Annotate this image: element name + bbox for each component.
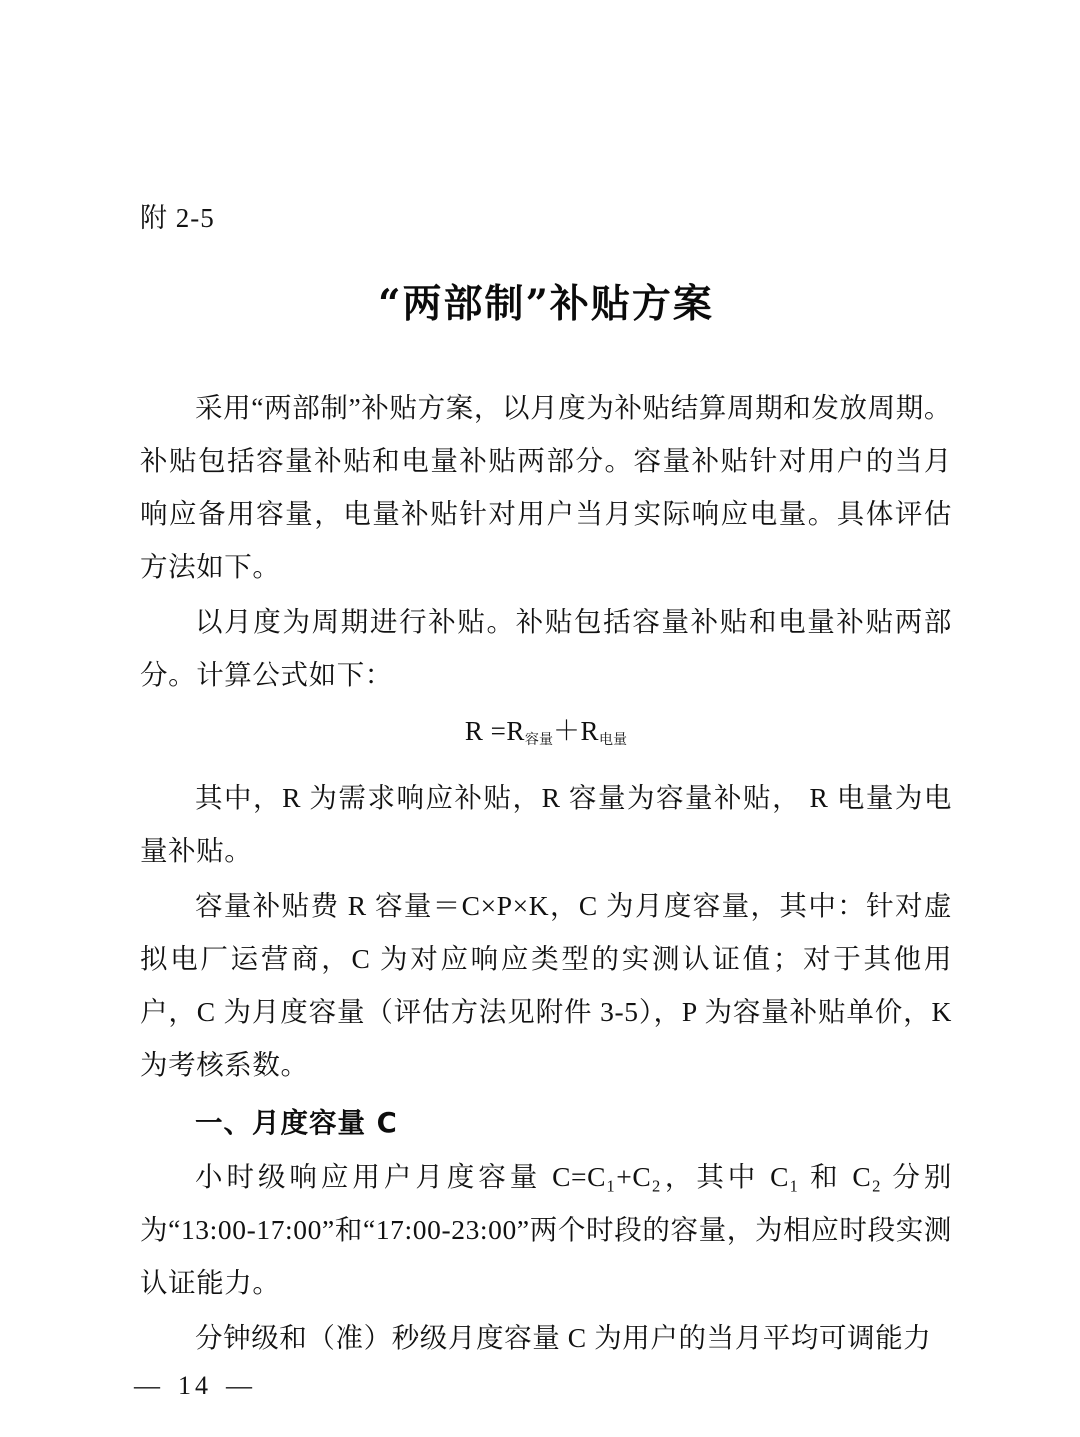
formula-rhs-subscript: 电量 xyxy=(599,731,628,748)
section-heading-monthly-capacity: 一、月度容量 C xyxy=(195,1106,398,1139)
paragraph-2: 以月度为周期进行补贴。补贴包括容量补贴和电量补贴两部分。计算公式如下： xyxy=(140,606,952,690)
paragraph-4: 容量补贴费 R 容量＝C×P×K，C 为月度容量，其中：针对虚拟电厂运营商，C 为对应响应类型的实测认证值；对于其他用户，C 为月度容量（评估方法见附件 3-5），P 为容量补贴单价，K 为考核系数。 xyxy=(140,889,952,1080)
formula-total-subsidy xyxy=(140,705,952,767)
paragraph-1: 采用“两部制”补贴方案，以月度为补贴结算周期和发放周期。补贴包括容量补贴和电量补贴两部分。容量补贴针对用户的当月响应备用容量，电量补贴针对用户当月实际响应电量。具体评估方法如下。 xyxy=(140,392,952,582)
section-paragraph-1: 小时级响应用户月度容量 C=C₁+C₂，其中 C₁ 和 C₂ 分别为“13:00-17:00”和“17:00-23:00”两个时段的容量，为相应时段实测认证能力。 xyxy=(140,1160,952,1298)
formula-lhs: R =R xyxy=(464,716,525,746)
page-number: 14 xyxy=(178,1371,212,1400)
page-title: “两部制”补贴方案 xyxy=(378,281,714,327)
paragraph-3: 其中，R 为需求响应补贴，R 容量为容量补贴， R 电量为电量补贴。 xyxy=(140,781,952,866)
formula-operator: ＋ xyxy=(552,716,581,746)
formula-lhs-subscript: 容量 xyxy=(524,731,553,748)
page-footer xyxy=(0,1371,1080,1401)
formula-rhs: R xyxy=(580,716,599,746)
footer-dash-left: — xyxy=(134,1371,164,1400)
page-footer-inner xyxy=(120,1371,270,1401)
attachment-label: 附 2-5 xyxy=(140,203,215,233)
section-paragraph-2: 分钟级和（准）秒级月度容量 C 为用户的当月平均可调能力 xyxy=(195,1321,932,1353)
footer-dash-right: — xyxy=(226,1371,256,1400)
